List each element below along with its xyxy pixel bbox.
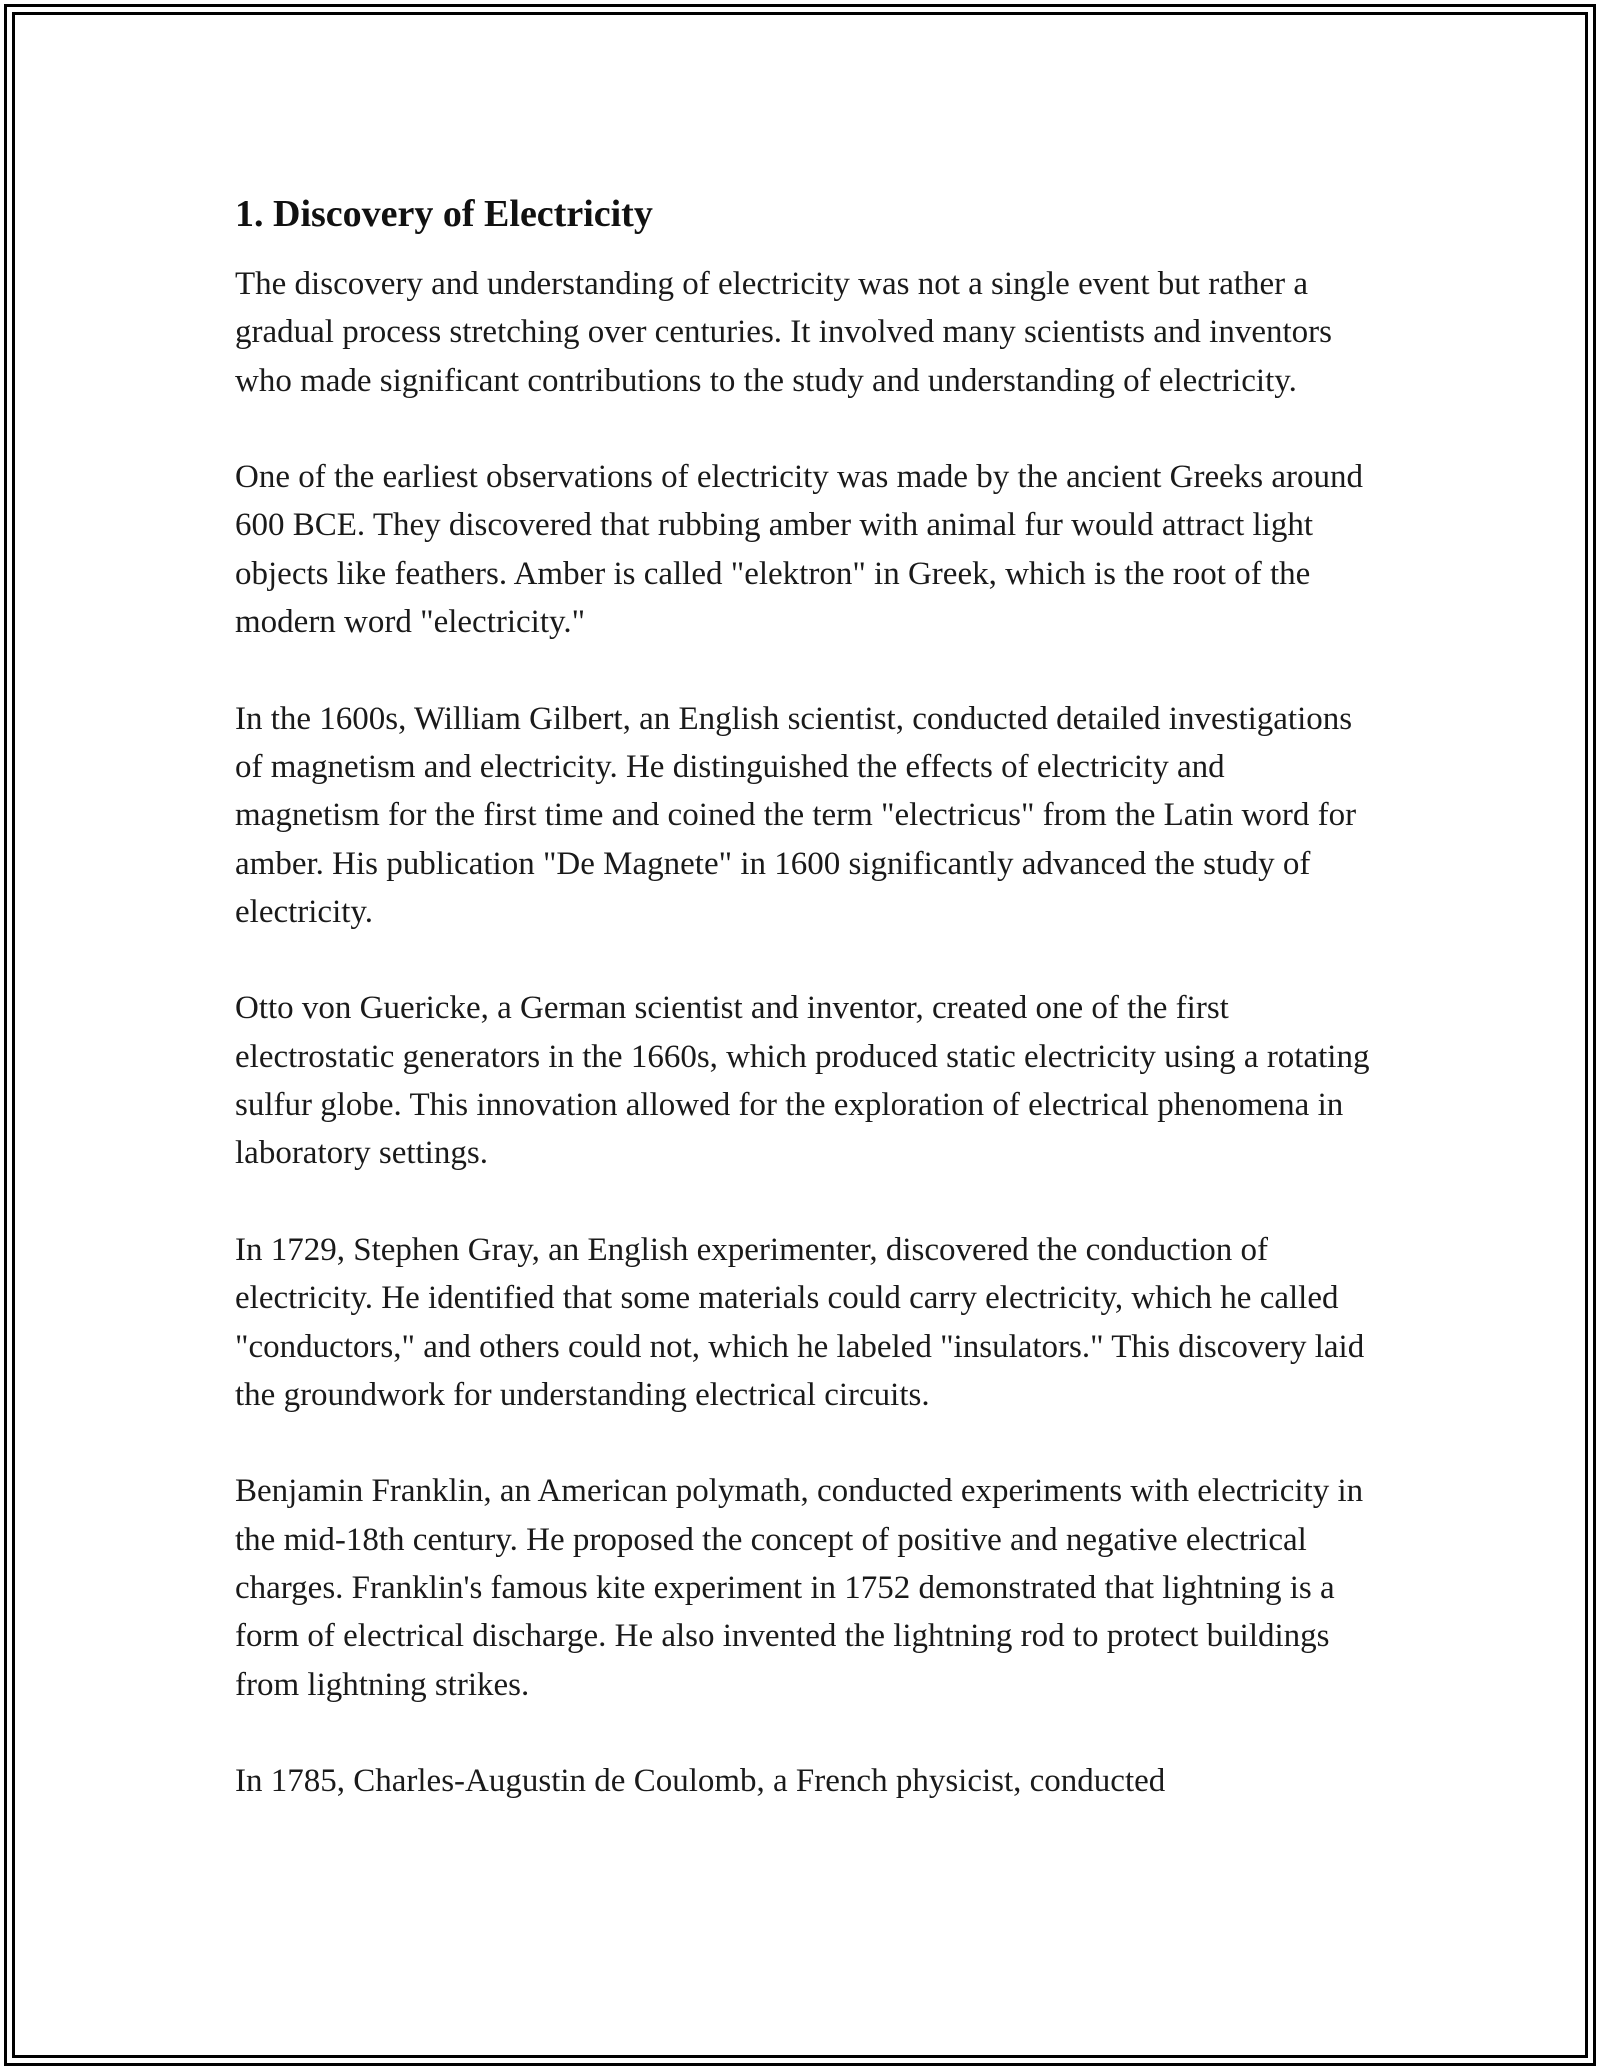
paragraph-stephen-gray: In 1729, Stephen Gray, an English experimenter, discovered the conduction of electricity. He identified that some materials could carry electricity, which he called "conductors," and others could not, which he labeled "insulators." This discovery laid the groundwork for understanding electrical circuits.: [235, 1231, 1365, 1413]
paragraph-benjamin-franklin: Benjamin Franklin, an American polymath, conducted experiments with electricity in the mid-18th century. He proposed the concept of positive and negative electrical charges. Franklin's famous kite experiment in 1752 demonstrated that lightning is a form of electrical discharge. He also invented the lightning rod to protect buildings from lightning strikes.: [235, 1473, 1364, 1703]
paragraph-intro: The discovery and understanding of electricity was not a single event but rather a gradual process stretching over centuries. It involved many scientists and inventors who made significant contributions to the study and understanding of electricity.: [235, 266, 1332, 399]
paragraph-otto-von-guericke: Otto von Guericke, a German scientist and inventor, created one of the first electrostatic generators in the 1660s, which produced static electricity using a rotating sulfur globe. This innovation allowed for the exploration of electrical phenomena in laboratory settings.: [235, 990, 1370, 1172]
section-heading: 1. Discovery of Electricity: [235, 193, 653, 235]
paragraph-william-gilbert: In the 1600s, William Gilbert, an English scientist, conducted detailed investigations of magnetism and electricity. He distinguished the effects of electricity and magnetism for the first time and coined the term "electricus" from the Latin word for amber. His publication "De Magnete" in 1600 significantly advanced the study of electricity.: [235, 700, 1357, 930]
document-body: [235, 188, 1375, 1854]
paragraph-ancient-greeks: One of the earliest observations of electricity was made by the ancient Greeks around 600 BCE. They discovered that rubbing amber with animal fur would attract light objects like feathers. Amber is called "elektron" in Greek, which is the root of the modern word "electricity.": [235, 459, 1363, 641]
paragraph-coulomb: In 1785, Charles-Augustin de Coulomb, a French physicist, conducted: [235, 1763, 1166, 1800]
